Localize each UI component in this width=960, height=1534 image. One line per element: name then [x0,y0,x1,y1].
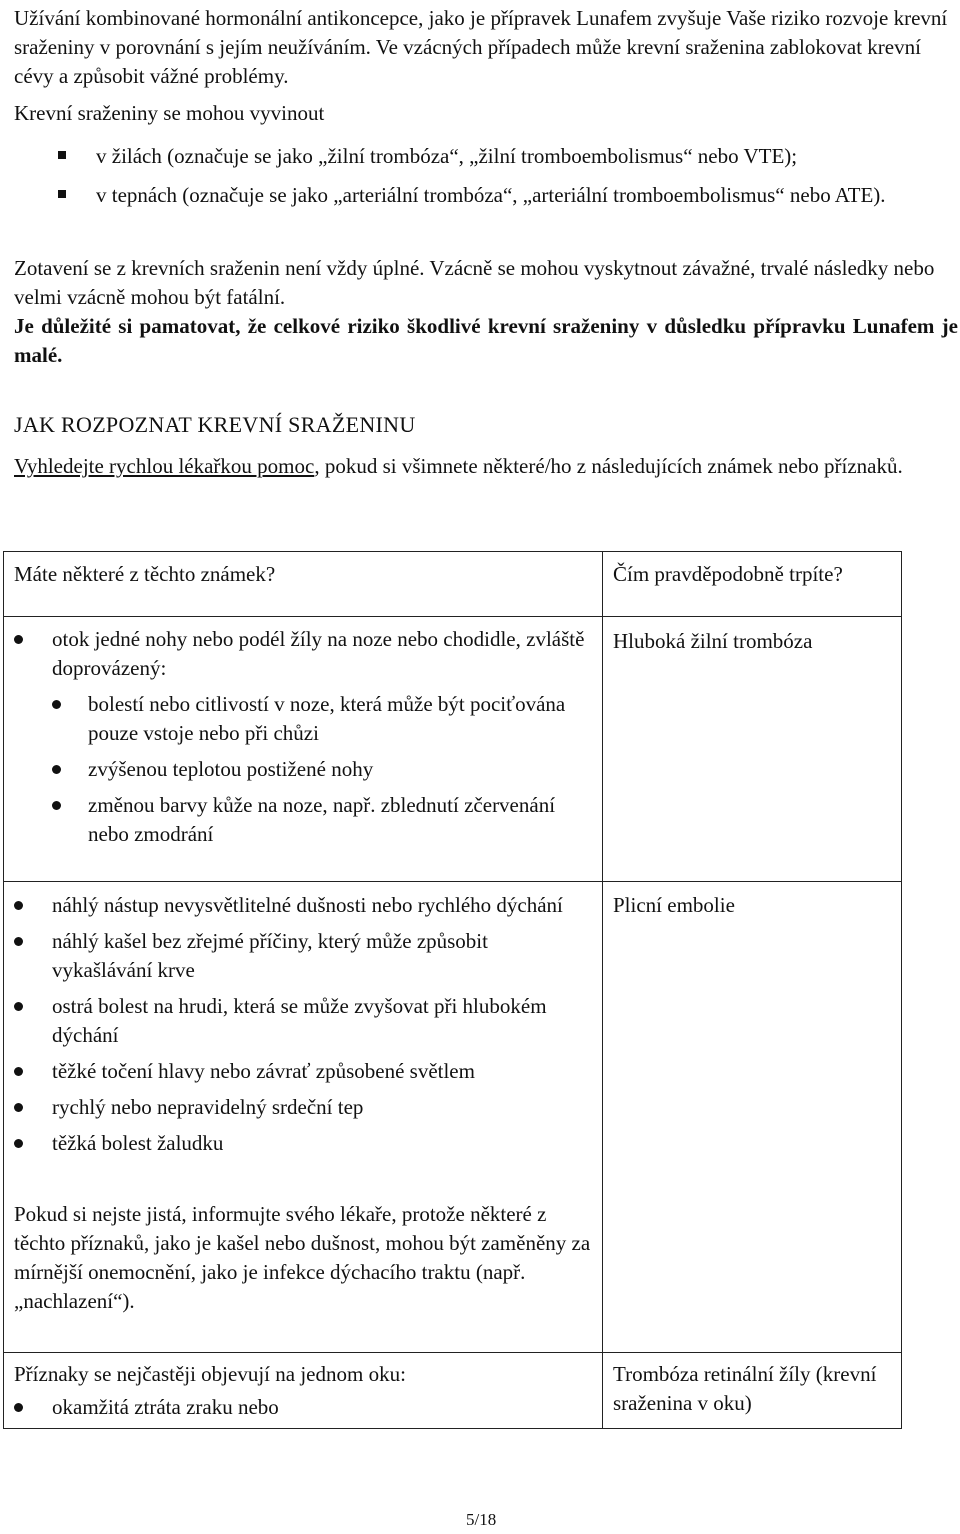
bullet-icon [52,700,61,709]
symptom-table [3,551,902,1429]
row3-symptoms [4,1353,603,1429]
bullet-icon [14,1403,23,1412]
bullet-icon [14,901,23,910]
list-item: v tepnách (označuje se jako „arteriální trombóza“, „arteriální tromboembolismus“ nebo ATE). [14,181,954,210]
list-item: náhlý nástup nevysvětlitelné dušnosti nebo rychlého dýchání [14,891,592,920]
clot-type-list [14,142,954,210]
bullet-icon [14,635,23,644]
row2-note: Pokud si nejste jistá, informujte svého lékaře, protože některé z těchto příznaků, jako je kašel nebo dušnost, mohou být zaměněny za mírnější onemocnění, jako je infekce dýchacího traktu (např. „nachlazení“). [14,1202,591,1313]
seek-help-link: Vyhledejte rychlou lékařkou pomoc [14,454,315,478]
list-item: změnou barvy kůže na noze, např. zblednutí zčervenání nebo zmodrání [14,791,592,849]
list-item: náhlý kašel bez zřejmé příčiny, který může způsobit vykašlávání krve [14,927,592,985]
list-item: v žilách (označuje se jako „žilní trombóza“, „žilní tromboembolismus“ nebo VTE); [14,142,954,171]
list-item: rychlý nebo nepravidelný srdeční tep [14,1093,592,1122]
intro-clots-lead: Krevní sraženiny se mohou vyvinout [14,101,325,125]
header-symptoms: Máte některé z těchto známek? [4,552,603,617]
table-row [4,617,902,882]
header-diagnosis: Čím pravděpodobně trpíte? [603,552,902,617]
table-header-row [4,552,902,617]
list-item: ostrá bolest na hrudi, která se může zvyšovat při hlubokém dýchání [14,992,592,1050]
section-intro: Vyhledejte rychlou lékařkou pomoc, pokud si všimnete některé/ho z následujících známek nebo příznaků. [14,454,903,478]
row2-diagnosis: Plicní embolie [603,882,902,1353]
recovery-paragraph: Zotavení se z krevních sraženin není vždy úplné. Vzácně se mohou vyskytnout závažné, trvalé následky nebo velmi vzácně mohou být fatální. [14,256,935,309]
page-number: 5/18 [466,1510,497,1529]
section-heading: JAK ROZPOZNAT KREVNÍ SRAŽENINU [14,412,416,437]
list-item: okamžitá ztráta zraku nebo [14,1393,592,1422]
bullet-icon [52,801,61,810]
bullet-icon [14,1002,23,1011]
table-row [4,1353,902,1429]
risk-note: Je důležité si pamatovat, že celkové riziko škodlivé krevní sraženiny v důsledku přípravku Lunafem je malé. [14,314,958,367]
list-item: těžká bolest žaludku [14,1129,592,1158]
intro-paragraph: Užívání kombinované hormonální antikoncepce, jako je přípravek Lunafem zvyšuje Vaše riziko rozvoje krevní sraženiny v porovnání s jejím neužíváním. Ve vzácných případech může krevní sraženina zablokovat krevní cévy a způsobit vážné problémy. [14,6,948,88]
table-row [4,882,902,1353]
row3-intro: Příznaky se nejčastěji objevují na jednom oku: [14,1362,406,1386]
square-bullet-icon [58,190,66,198]
row3-diagnosis: Trombóza retinální žíly (krevní sraženina v oku) [603,1353,902,1429]
list-item: těžké točení hlavy nebo závrať způsobené světlem [14,1057,592,1086]
list-item: otok jedné nohy nebo podél žíly na noze nebo chodidle, zvláště doprovázený: [14,625,592,683]
row1-symptoms [4,617,603,882]
bullet-icon [14,937,23,946]
row2-symptoms [4,882,603,1353]
bullet-icon [14,1139,23,1148]
row1-diagnosis: Hluboká žilní trombóza [603,617,902,882]
bullet-icon [52,765,61,774]
bullet-icon [14,1103,23,1112]
list-item: bolestí nebo citlivostí v noze, která může být pociťována pouze vstoje nebo při chůzi [14,690,592,748]
square-bullet-icon [58,151,66,159]
list-item: zvýšenou teplotou postižené nohy [14,755,592,784]
bullet-icon [14,1067,23,1076]
